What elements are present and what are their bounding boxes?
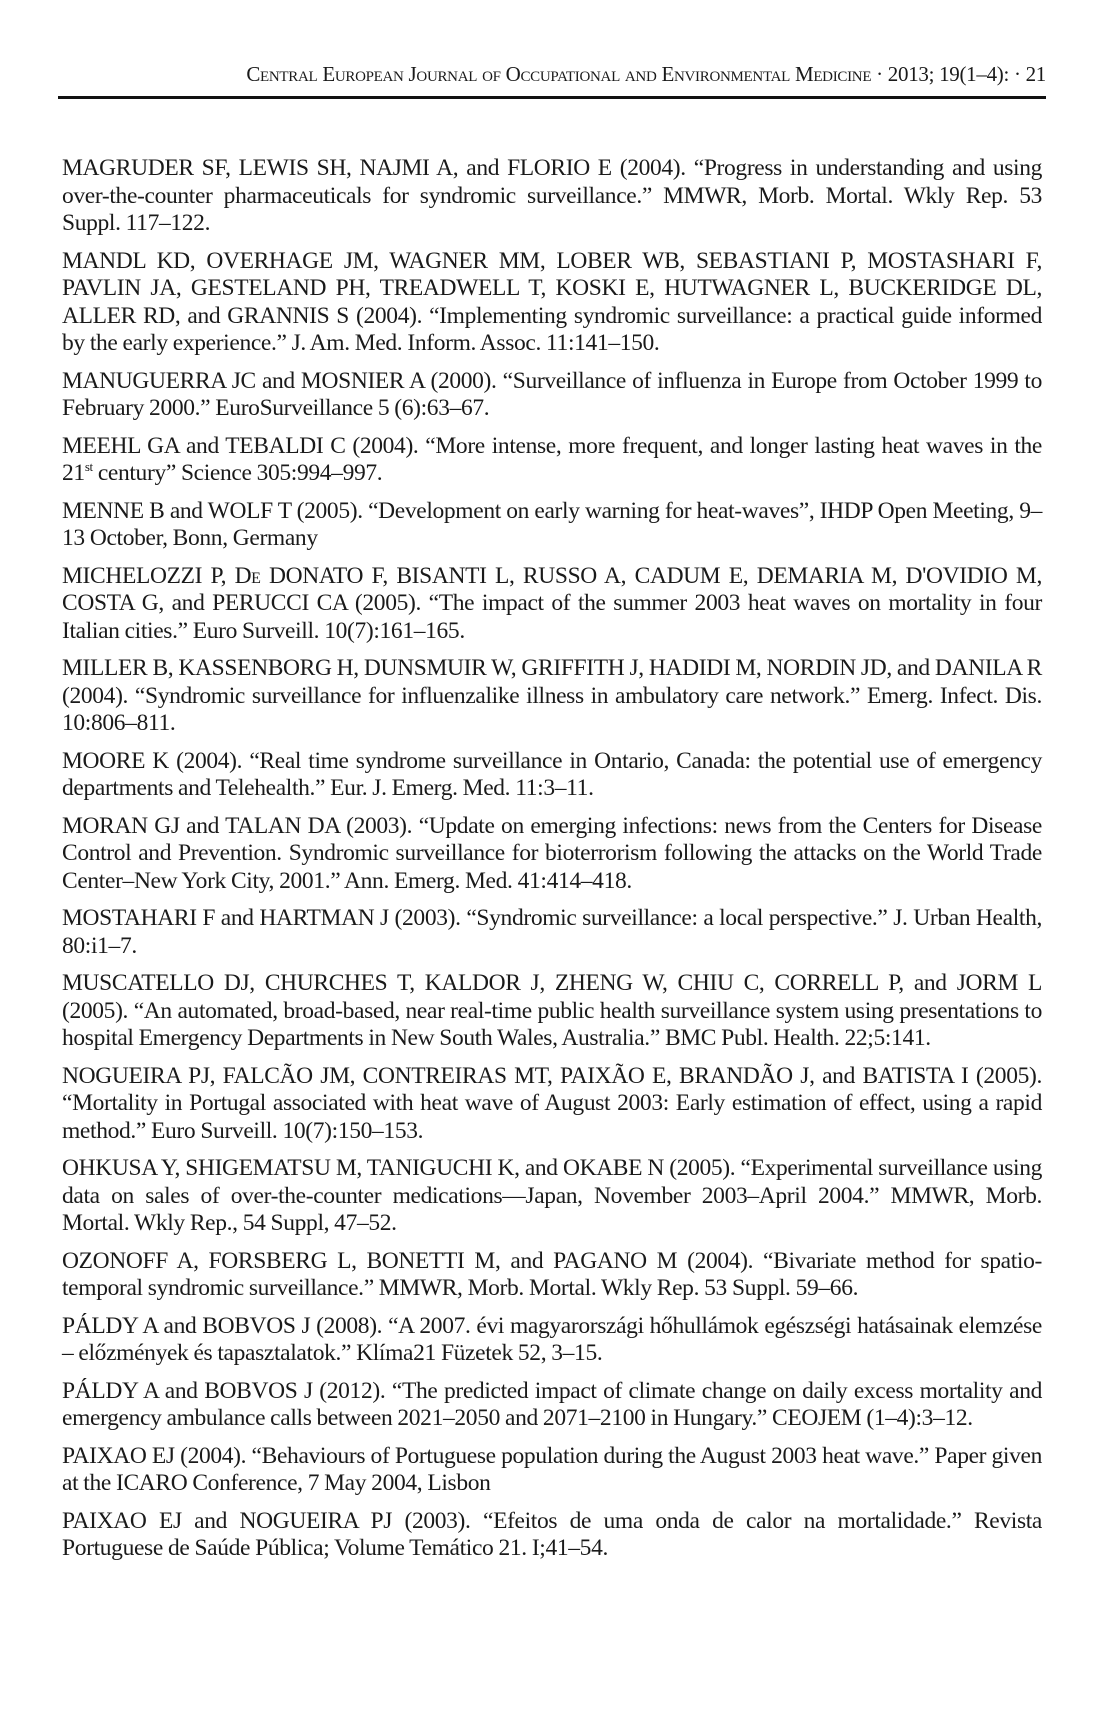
reference-list bbox=[62, 155, 1042, 1573]
reference-text: century” Science 305:994–997. bbox=[92, 460, 383, 486]
reference-text: MEEHL GA and TEBALDI C (2004). “More intense, more frequent, and longer lasting heat waves in the 21 bbox=[62, 432, 1042, 486]
reference-entry: NOGUEIRA PJ, FALCÃO JM, CONTREIRAS MT, PAIXÃO E, BRANDÃO J, and BATISTA I (2005). “Mortality in Portugal associated with heat wave of August 2003: Early estimation of effect, using a rapid method.” Euro Surveill. 10(7):150–153. bbox=[62, 1062, 1042, 1144]
reference-entry: MANUGUERRA JC and MOSNIER A (2000). “Surveillance of influenza in Europe from October 1999 to February 2000.” EuroSurveillance 5 (6):63–67. bbox=[62, 367, 1042, 421]
reference-entry: MANDL KD, OVERHAGE JM, WAGNER MM, LOBER WB, SEBASTIANI P, MOSTASHARI F, PAVLIN JA, GESTELAND PH, TREADWELL T, KOSKI E, HUTWAGNER L, BUCKERIDGE DL, ALLER RD, and GRANNIS S (2004). “Implementing syndromic surveillance: a practical guide informed by the early experience.” J. Am. Med. Inform. Assoc. 11:141–150. bbox=[62, 247, 1042, 356]
reference-entry: OHKUSA Y, SHIGEMATSU M, TANIGUCHI K, and OKABE N (2005). “Experimental surveillance using data on sales of over-the-counter medications—Japan, November 2003–April 2004.” MMWR, Morb. Mortal. Wkly Rep., 54 Suppl, 47–52. bbox=[62, 1155, 1042, 1236]
reference-entry: PÁLDY A and BOBVOS J (2012). “The predicted impact of climate change on daily excess mortality and emergency ambulance calls between 2021–2050 and 2071–2100 in Hungary.” CEOJEM (1–4):3–12. bbox=[62, 1377, 1042, 1431]
reference-entry: PAIXAO EJ and NOGUEIRA PJ (2003). “Efeitos de uma onda de calor na mortalidade.” Revista Portuguese de Saúde Pública; Volume Temático 21. I;41–54. bbox=[62, 1507, 1042, 1561]
issue-citation: · 2013; 19(1–4): · 21 bbox=[876, 62, 1046, 86]
reference-entry bbox=[62, 433, 1042, 488]
header-rule bbox=[58, 96, 1046, 99]
reference-entry: MOSTAHARI F and HARTMAN J (2003). “Syndromic surveillance: a local perspective.” J. Urban Health, 80:i1–7. bbox=[62, 905, 1042, 959]
reference-entry: MAGRUDER SF, LEWIS SH, NAJMI A, and FLORIO E (2004). “Progress in understanding and using over-the-counter pharmaceuticals for syndromic surveillance.” MMWR, Morb. Mortal. Wkly Rep. 53 Suppl. 117–122. bbox=[62, 155, 1042, 236]
reference-text: MICHELOZZI P, bbox=[62, 562, 235, 589]
reference-entry: MORAN GJ and TALAN DA (2003). “Update on emerging infections: news from the Centers for Disease Control and Prevention. Syndromic surveillance for bioterrorism following the attacks on the World Trade Center–New York City, 2001.” Ann. Emerg. Med. 41:414–418. bbox=[62, 812, 1042, 894]
reference-entry: MUSCATELLO DJ, CHURCHES T, KALDOR J, ZHENG W, CHIU C, CORRELL P, and JORM L (2005). “An automated, broad-based, near real-time public health surveillance system using presentations to hospital Emergency Departments in New South Wales, Australia.” BMC Publ. Health. 22;5:141. bbox=[62, 970, 1042, 1051]
running-header bbox=[58, 62, 1046, 87]
reference-entry: MOORE K (2004). “Real time syndrome surveillance in Ontario, Canada: the potential use of emergency departments and Telehealth.” Eur. J. Emerg. Med. 11:3–11. bbox=[62, 747, 1042, 801]
reference-text: DONATO F, BISANTI L, RUSSO A, CADUM E, DEMARIA M, D'OVIDIO M, COSTA G, and PERUCCI CA (2005). “The impact of the summer 2003 heat waves on mortality in four Italian cities.” Euro Surveill. 10(7):161–165. bbox=[62, 562, 1042, 644]
small-caps-text: De bbox=[234, 562, 261, 589]
superscript: st bbox=[84, 459, 93, 475]
reference-entry: MILLER B, KASSENBORG H, DUNSMUIR W, GRIFFITH J, HADIDI M, NORDIN JD, and DANILA R (2004). “Syndromic surveillance for influenzalike illness in ambulatory care network.” Emerg. Infect. Dis. 10:806–811. bbox=[62, 655, 1042, 736]
reference-entry: PAIXAO EJ (2004). “Behaviours of Portuguese population during the August 2003 heat wave.” Paper given at the ICARO Conference, 7 May 2004, Lisbon bbox=[62, 1442, 1042, 1496]
reference-entry: PÁLDY A and BOBVOS J (2008). “A 2007. évi magyarországi hőhullámok egészségi hatásainak elemzése – előzmények és tapasztalatok.” Klíma21 Füzetek 52, 3–15. bbox=[62, 1312, 1042, 1366]
reference-entry: OZONOFF A, FORSBERG L, BONETTI M, and PAGANO M (2004). “Bivariate method for spatio-temporal syndromic surveillance.” MMWR, Morb. Mortal. Wkly Rep. 53 Suppl. 59–66. bbox=[62, 1247, 1042, 1301]
reference-entry: MENNE B and WOLF T (2005). “Development on early warning for heat-waves”, IHDP Open Meeting, 9–13 October, Bonn, Germany bbox=[62, 497, 1042, 551]
reference-entry bbox=[62, 563, 1042, 646]
journal-title: Central European Journal of Occupational and Environmental Medicine bbox=[246, 62, 872, 86]
